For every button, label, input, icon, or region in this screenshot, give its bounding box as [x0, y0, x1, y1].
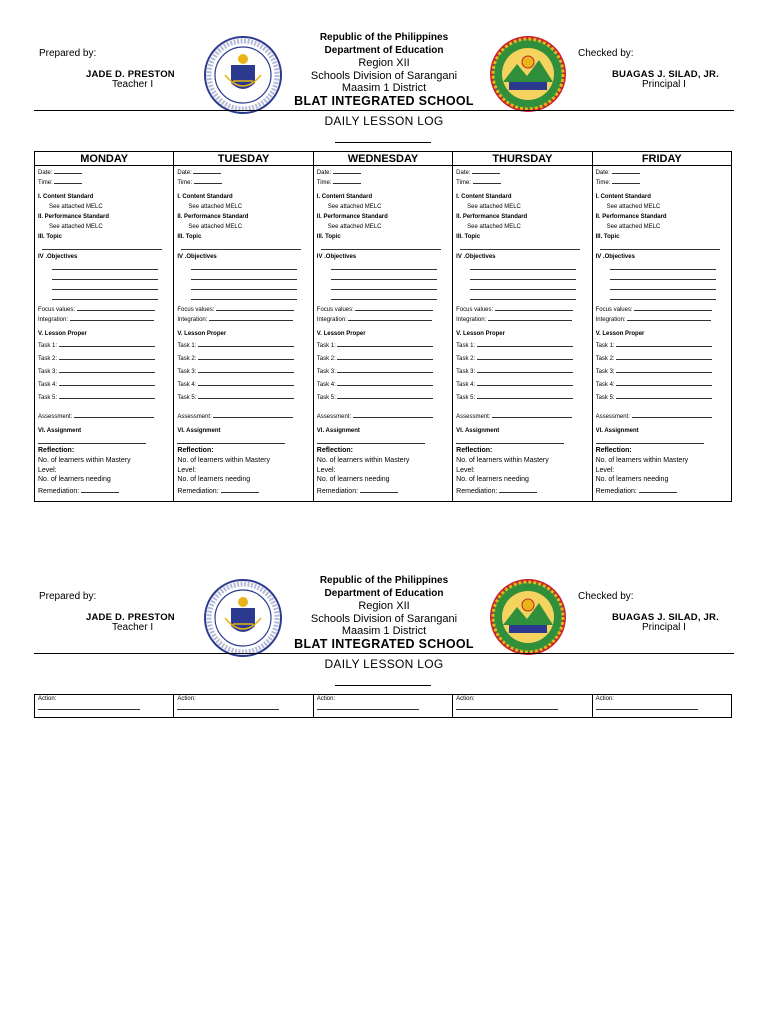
see-melc-2: See attached MELC: [188, 224, 243, 230]
log-title: DAILY LESSON LOG: [324, 114, 444, 128]
objectives-label: IV .Objectives: [456, 254, 496, 260]
mastery-line-2: Level:: [177, 466, 197, 474]
see-melc-1: See attached MELC: [49, 204, 103, 210]
mastery-line-1: No. of learners within Mastery: [595, 456, 689, 464]
objectives-label: IV .Objectives: [177, 254, 217, 260]
objectives-label: IV .Objectives: [595, 254, 635, 260]
remediation-label: Remediation:: [177, 488, 219, 496]
mastery-line-1: No. of learners within Mastery: [38, 456, 131, 464]
action-cell: [592, 695, 731, 718]
prepared-by-label-2: Prepared by:: [39, 591, 97, 602]
topic-label: III. Topic: [38, 234, 62, 240]
task-5-label: Task 5:: [316, 395, 336, 401]
action-cell: [453, 695, 592, 718]
topic-label: III. Topic: [177, 234, 202, 240]
header-line-5: Maasim 1 District: [341, 82, 427, 94]
mastery-line-1: No. of learners within Mastery: [177, 456, 270, 464]
task-5-label: Task 5:: [456, 395, 476, 401]
content-standard-label: I. Content Standard: [456, 194, 512, 200]
lesson-log-table: [34, 151, 732, 502]
needing-line: No. of learners needing: [456, 476, 529, 484]
topic-label: III. Topic: [595, 234, 620, 240]
remediation-label: Remediation:: [316, 488, 359, 496]
day-header-tuesday: TUESDAY: [174, 152, 313, 166]
task-4-label: Task 4:: [595, 382, 615, 388]
log-title-2: DAILY LESSON LOG: [324, 657, 444, 671]
date-label: Date:: [177, 170, 192, 176]
mastery-line-1: No. of learners within Mastery: [456, 456, 549, 464]
day-header-monday: MONDAY: [35, 152, 174, 166]
school-seal-icon-2: [487, 577, 569, 657]
task-5-label: Task 5:: [595, 395, 615, 401]
day-cell: [313, 166, 452, 502]
needing-line: No. of learners needing: [316, 476, 390, 484]
mastery-line-2: Level:: [38, 466, 57, 474]
task-1-label: Task 1:: [38, 343, 58, 349]
needing-line: No. of learners needing: [38, 476, 111, 484]
school-name-2: BLAT INTEGRATED SCHOOL: [294, 636, 474, 651]
task-1-label: Task 1:: [456, 343, 476, 349]
needing-line: No. of learners needing: [177, 476, 251, 484]
day-header-thursday: THURSDAY: [453, 152, 592, 166]
mastery-line-2: Level:: [595, 466, 615, 474]
checker-role: Principal I: [642, 79, 686, 90]
action-label: Action:: [456, 696, 475, 702]
deped-seal-icon-2: [203, 578, 283, 658]
task-4-label: Task 4:: [456, 382, 476, 388]
action-label: Action:: [177, 696, 196, 702]
prepared-by-label: Prepared by:: [39, 48, 97, 59]
task-4-label: Task 4:: [177, 382, 197, 388]
see-melc-1: See attached MELC: [327, 204, 382, 210]
task-2-label: Task 2:: [177, 356, 197, 362]
header2-line-5: Maasim 1 District: [341, 625, 427, 637]
preparer-name: JADE D. PRESTON: [86, 69, 175, 80]
day-cell: [174, 166, 313, 502]
assignment-label: VI. Assignment: [595, 428, 639, 434]
day-header-wednesday: WEDNESDAY: [313, 152, 452, 166]
content-standard-label: I. Content Standard: [177, 194, 233, 200]
task-1-label: Task 1:: [316, 343, 336, 349]
day-header-friday: FRIDAY: [592, 152, 731, 166]
reflection-label: Reflection:: [595, 447, 632, 454]
focus-values-label: Focus values:: [316, 307, 354, 313]
day-cell: [453, 166, 592, 502]
task-2-label: Task 2:: [456, 356, 476, 362]
lesson-proper-label: V. Lesson Proper: [456, 331, 505, 337]
action-label: Action:: [595, 696, 614, 702]
task-3-label: Task 3:: [38, 369, 58, 375]
action-cell: [35, 695, 174, 718]
objectives-label: IV .Objectives: [316, 254, 357, 260]
date-label: Date:: [316, 170, 332, 176]
header-divider-2: [34, 653, 734, 654]
checked-by-label: Checked by:: [578, 48, 634, 59]
reflection-label: Reflection:: [38, 447, 75, 454]
integration-label: Integration:: [38, 317, 69, 323]
checker-role-2: Principal I: [642, 622, 686, 633]
date-label: Date:: [38, 170, 53, 176]
integration-label: Integration:: [177, 317, 208, 323]
action-cell: [313, 695, 452, 718]
action-label: Action:: [316, 696, 336, 702]
integration-label: Integration:: [595, 317, 626, 323]
log-title-blank: [335, 142, 431, 143]
time-label: Time:: [38, 180, 53, 186]
see-melc-2: See attached MELC: [327, 224, 382, 230]
integration-label: Integration:: [456, 317, 487, 323]
assignment-label: VI. Assignment: [316, 428, 360, 434]
content-standard-label: I. Content Standard: [316, 194, 373, 200]
task-4-label: Task 4:: [316, 382, 336, 388]
performance-standard-label: II. Performance Standard: [595, 214, 667, 220]
task-2-label: Task 2:: [316, 356, 336, 362]
remediation-label: Remediation:: [456, 488, 498, 496]
see-melc-2: See attached MELC: [606, 224, 661, 230]
school-seal-icon: [487, 34, 569, 114]
needing-line: No. of learners needing: [595, 476, 669, 484]
time-label: Time:: [316, 180, 332, 186]
task-2-label: Task 2:: [38, 356, 58, 362]
task-4-label: Task 4:: [38, 382, 58, 388]
task-3-label: Task 3:: [177, 369, 197, 375]
see-melc-2: See attached MELC: [467, 224, 521, 230]
day-cell: [35, 166, 174, 502]
see-melc-2: See attached MELC: [49, 224, 103, 230]
assessment-label: Assessment:: [316, 414, 352, 420]
performance-standard-label: II. Performance Standard: [316, 214, 388, 220]
lesson-proper-label: V. Lesson Proper: [177, 331, 227, 337]
header2-line-2: Department of Education: [324, 587, 444, 599]
task-3-label: Task 3:: [456, 369, 476, 375]
remediation-label: Remediation:: [595, 488, 637, 496]
assessment-label: Assessment:: [38, 414, 73, 420]
focus-values-label: Focus values:: [38, 307, 76, 313]
assignment-label: VI. Assignment: [456, 428, 500, 434]
checked-by-label-2: Checked by:: [578, 591, 634, 602]
time-label: Time:: [595, 180, 611, 186]
reflection-label: Reflection:: [456, 447, 493, 454]
mastery-line-2: Level:: [456, 466, 475, 474]
focus-values-label: Focus values:: [456, 307, 494, 313]
lesson-proper-label: V. Lesson Proper: [316, 331, 366, 337]
preparer-role-2: Teacher I: [112, 622, 154, 633]
mastery-line-2: Level:: [316, 466, 336, 474]
mastery-line-1: No. of learners within Mastery: [316, 456, 410, 464]
time-label: Time:: [456, 180, 471, 186]
performance-standard-label: II. Performance Standard: [177, 214, 249, 220]
reflection-label: Reflection:: [177, 447, 214, 454]
header2-line-4: Schools Division of Sarangani: [310, 612, 458, 625]
integration-label: Integration:: [316, 317, 347, 323]
task-3-label: Task 3:: [316, 369, 336, 375]
time-label: Time:: [177, 180, 193, 186]
header2-line-1: Republic of the Philippines: [319, 575, 449, 586]
school-name: BLAT INTEGRATED SCHOOL: [294, 93, 474, 108]
checker-name: BUAGAS J. SILAD, JR.: [612, 69, 719, 80]
assessment-label: Assessment:: [177, 414, 212, 420]
action-table: [34, 694, 732, 718]
performance-standard-label: II. Performance Standard: [456, 214, 528, 220]
assessment-label: Assessment:: [456, 414, 491, 420]
content-standard-label: I. Content Standard: [38, 194, 94, 200]
focus-values-label: Focus values:: [177, 307, 215, 313]
action-label: Action:: [38, 696, 57, 702]
reflection-label: Reflection:: [316, 447, 353, 454]
lesson-proper-label: V. Lesson Proper: [38, 331, 87, 337]
header-divider: [34, 110, 734, 111]
deped-seal-icon: [203, 35, 283, 115]
day-row: [35, 166, 732, 502]
checker-name-2: BUAGAS J. SILAD, JR.: [612, 612, 719, 623]
objectives-label: IV .Objectives: [38, 254, 78, 260]
preparer-name-2: JADE D. PRESTON: [86, 612, 175, 623]
task-5-label: Task 5:: [177, 395, 197, 401]
header2-line-3: Region XII: [358, 600, 410, 612]
day-cell: [592, 166, 731, 502]
task-1-label: Task 1:: [177, 343, 197, 349]
date-label: Date:: [456, 170, 471, 176]
topic-label: III. Topic: [456, 234, 481, 240]
header-line-1: Republic of the Philippines: [319, 32, 449, 43]
topic-label: III. Topic: [316, 234, 341, 240]
see-melc-1: See attached MELC: [467, 204, 521, 210]
header-line-2: Department of Education: [324, 44, 444, 56]
see-melc-1: See attached MELC: [188, 204, 243, 210]
assignment-label: VI. Assignment: [177, 428, 221, 434]
assignment-label: VI. Assignment: [38, 428, 82, 434]
focus-values-label: Focus values:: [595, 307, 633, 313]
assessment-label: Assessment:: [595, 414, 630, 420]
date-label: Date:: [595, 170, 610, 176]
remediation-label: Remediation:: [38, 488, 80, 496]
task-1-label: Task 1:: [595, 343, 615, 349]
preparer-role: Teacher I: [112, 79, 154, 90]
performance-standard-label: II. Performance Standard: [38, 214, 110, 220]
header-line-4: Schools Division of Sarangani: [310, 69, 458, 82]
see-melc-1: See attached MELC: [606, 204, 661, 210]
header-line-3: Region XII: [358, 57, 410, 69]
log-title-blank-2: [335, 685, 431, 686]
task-5-label: Task 5:: [38, 395, 58, 401]
task-3-label: Task 3:: [595, 369, 615, 375]
lesson-proper-label: V. Lesson Proper: [595, 331, 645, 337]
task-2-label: Task 2:: [595, 356, 615, 362]
content-standard-label: I. Content Standard: [595, 194, 651, 200]
action-cell: [174, 695, 313, 718]
